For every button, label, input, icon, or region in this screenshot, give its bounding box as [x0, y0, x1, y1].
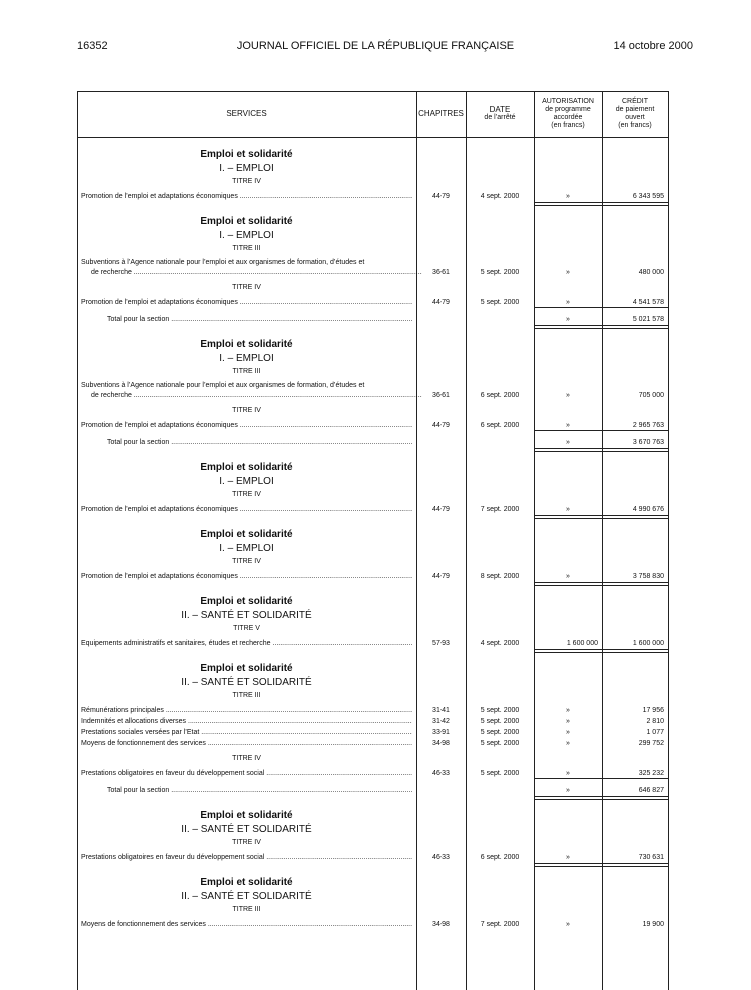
row-chapitre: 46-33: [432, 770, 450, 777]
section-department: Emploi et solidarité: [200, 462, 293, 473]
row-chapitre: 44-79: [432, 573, 450, 580]
titre-heading: TITRE III: [232, 906, 261, 913]
col-header-date-line: DATE: [489, 105, 511, 114]
row-autorisation: »: [566, 269, 570, 276]
row-chapitre: 44-79: [432, 422, 450, 429]
titre-heading: TITRE III: [232, 368, 261, 375]
row-label: Prestations obligatoires en faveur du développement social .....: [81, 768, 412, 779]
row-autorisation: »: [566, 707, 570, 714]
table-right-border: [668, 91, 669, 990]
row-label: de recherche .....: [91, 267, 422, 278]
total-row: [77, 785, 668, 796]
table-row: [77, 638, 668, 649]
section-end-rule: [534, 325, 668, 329]
row-label: Promotion de l’emploi et adaptations économiques .....: [81, 297, 412, 308]
titre-heading: TITRE III: [232, 692, 261, 699]
col-header-auth-line: AUTORISATION: [542, 98, 594, 105]
row-label: Prestations obligatoires en faveur du développement social .....: [81, 852, 412, 863]
row-autorisation: »: [566, 729, 570, 736]
col-header-autorisation: [534, 91, 602, 137]
section-division: I. – EMPLOI: [219, 353, 274, 364]
row-chapitre: 44-79: [432, 299, 450, 306]
row-autorisation: »: [566, 299, 570, 306]
section-end-rule: [534, 582, 668, 586]
subtotal-rule: [534, 430, 668, 431]
col-header-chapitres: CHAPITRES: [418, 109, 464, 118]
titre-heading: TITRE IV: [232, 491, 261, 498]
row-date: 5 sept. 2000: [480, 299, 520, 306]
titre-heading: TITRE IV: [232, 558, 261, 565]
total-label: Total pour la section .....: [107, 314, 412, 325]
row-label: Indemnités et allocations diverses .....: [81, 716, 412, 727]
row-label-line: Subventions à l’Agence nationale pour l’emploi et aux organismes de formation, d’études et: [81, 382, 365, 389]
total-label: Total pour la section .....: [107, 437, 412, 448]
row-autorisation: 1 600 000: [566, 640, 598, 647]
row-credit: 705 000: [638, 392, 664, 399]
row-date: 7 sept. 2000: [480, 921, 520, 928]
total-autorisation: »: [566, 787, 570, 794]
titre-heading: TITRE IV: [232, 178, 261, 185]
row-chapitre: 57-93: [432, 640, 450, 647]
table-row: [77, 738, 668, 749]
total-row: [77, 437, 668, 448]
section-department: Emploi et solidarité: [200, 877, 293, 888]
row-date: 5 sept. 2000: [480, 269, 520, 276]
row-label: Promotion de l’emploi et adaptations économiques .....: [81, 571, 412, 582]
total-label: Total pour la section .....: [107, 785, 412, 796]
row-label: Promotion de l’emploi et adaptations économiques .....: [81, 420, 412, 431]
row-autorisation: »: [566, 392, 570, 399]
row-label: Promotion de l’emploi et adaptations économiques .....: [81, 191, 412, 202]
row-credit: 325 232: [638, 770, 664, 777]
row-credit: 6 343 595: [632, 193, 664, 200]
section-end-rule: [534, 515, 668, 519]
col-header-date-line: de l’arrêté: [484, 114, 516, 121]
row-label-line: Subventions à l’Agence nationale pour l’emploi et aux organismes de formation, d’études et: [81, 259, 365, 266]
total-credit: 3 670 763: [632, 439, 664, 446]
row-credit: 1 600 000: [632, 640, 664, 647]
row-label: Rémunérations principales .....: [81, 705, 412, 716]
titre-heading: TITRE IV: [232, 407, 261, 414]
row-date: 4 sept. 2000: [480, 193, 520, 200]
table-row: [77, 390, 668, 401]
row-chapitre: 46-33: [432, 854, 450, 861]
row-credit: 299 752: [638, 740, 664, 747]
row-label: Promotion de l’emploi et adaptations économiques .....: [81, 504, 412, 515]
table-row: [77, 571, 668, 582]
row-label: Moyens de fonctionnement des services .....: [81, 919, 412, 930]
titre-heading: TITRE V: [233, 625, 260, 632]
row-credit: 2 965 763: [632, 422, 664, 429]
section-division: I. – EMPLOI: [219, 163, 274, 174]
row-credit: 1 077: [646, 729, 664, 736]
row-autorisation: »: [566, 422, 570, 429]
col-header-services: SERVICES: [226, 109, 267, 118]
row-date: 6 sept. 2000: [480, 854, 520, 861]
titre-heading: TITRE IV: [232, 839, 261, 846]
row-credit: 19 900: [642, 921, 664, 928]
row-credit: 480 000: [638, 269, 664, 276]
section-department: Emploi et solidarité: [200, 596, 293, 607]
section-division: II. – SANTÉ ET SOLIDARITÉ: [181, 610, 312, 621]
table-row: [77, 504, 668, 515]
row-chapitre: 34-98: [432, 740, 450, 747]
row-autorisation: »: [566, 718, 570, 725]
row-autorisation: »: [566, 573, 570, 580]
row-date: 5 sept. 2000: [480, 718, 520, 725]
page-header: [0, 40, 751, 56]
row-credit: 730 631: [638, 854, 664, 861]
row-date: 7 sept. 2000: [480, 506, 520, 513]
row-date: 5 sept. 2000: [480, 770, 520, 777]
table-row: [77, 191, 668, 202]
row-date: 5 sept. 2000: [480, 729, 520, 736]
row-date: 6 sept. 2000: [480, 392, 520, 399]
col-header-credit: [602, 91, 668, 137]
table-row: [77, 919, 668, 930]
total-row: [77, 314, 668, 325]
table-row: [77, 727, 668, 738]
section-department: Emploi et solidarité: [200, 216, 293, 227]
row-autorisation: »: [566, 193, 570, 200]
row-label: Equipements administratifs et sanitaires, études et recherche .....: [81, 638, 412, 649]
titre-heading: TITRE III: [232, 245, 261, 252]
col-header-cred-line: (en francs): [618, 122, 652, 129]
row-autorisation: »: [566, 740, 570, 747]
row-credit: 2 810: [646, 718, 664, 725]
subtotal-rule: [534, 778, 668, 779]
journal-title: JOURNAL OFFICIEL DE LA RÉPUBLIQUE FRANÇAISE: [236, 40, 515, 52]
table-row: [77, 705, 668, 716]
row-credit: 3 758 830: [632, 573, 664, 580]
row-credit: 4 990 676: [632, 506, 664, 513]
section-end-rule: [534, 796, 668, 800]
section-department: Emploi et solidarité: [200, 529, 293, 540]
row-date: 8 sept. 2000: [480, 573, 520, 580]
total-credit: 646 827: [638, 787, 664, 794]
page-number: 16352: [77, 40, 108, 52]
section-division: II. – SANTÉ ET SOLIDARITÉ: [181, 677, 312, 688]
section-end-rule: [534, 863, 668, 867]
row-chapitre: 44-79: [432, 506, 450, 513]
row-chapitre: 31-41: [432, 707, 450, 714]
row-chapitre: 34-98: [432, 921, 450, 928]
row-chapitre: 44-79: [432, 193, 450, 200]
table-row: [77, 716, 668, 727]
section-end-rule: [534, 649, 668, 653]
total-autorisation: »: [566, 439, 570, 446]
titre-heading: TITRE IV: [232, 284, 261, 291]
col-header-auth-line: de programme: [545, 106, 591, 113]
col-header-date: [466, 91, 534, 137]
section-division: II. – SANTÉ ET SOLIDARITÉ: [181, 824, 312, 835]
row-chapitre: 36-61: [432, 392, 450, 399]
titre-heading: TITRE IV: [232, 755, 261, 762]
row-chapitre: 33-91: [432, 729, 450, 736]
credits-table: [77, 91, 668, 990]
section-division: I. – EMPLOI: [219, 476, 274, 487]
table-row: [77, 267, 668, 278]
row-date: 6 sept. 2000: [480, 422, 520, 429]
subtotal-rule: [534, 307, 668, 308]
col-header-auth-line: (en francs): [551, 122, 585, 129]
row-date: 5 sept. 2000: [480, 740, 520, 747]
row-chapitre: 31-42: [432, 718, 450, 725]
section-department: Emploi et solidarité: [200, 339, 293, 350]
row-label: Moyens de fonctionnement des services .....: [81, 738, 412, 749]
table-row: [77, 852, 668, 863]
row-credit: 17 956: [642, 707, 664, 714]
section-department: Emploi et solidarité: [200, 663, 293, 674]
section-end-rule: [534, 202, 668, 206]
row-autorisation: »: [566, 921, 570, 928]
total-autorisation: »: [566, 316, 570, 323]
row-autorisation: »: [566, 506, 570, 513]
section-division: I. – EMPLOI: [219, 230, 274, 241]
section-division: I. – EMPLOI: [219, 543, 274, 554]
col-header-cred-line: CRÉDIT: [621, 98, 649, 105]
section-department: Emploi et solidarité: [200, 149, 293, 160]
section-end-rule: [534, 448, 668, 452]
row-label: Prestations sociales versées par l’Etat .....: [81, 727, 412, 738]
row-date: 4 sept. 2000: [480, 640, 520, 647]
row-label: de recherche .....: [91, 390, 422, 401]
section-department: Emploi et solidarité: [200, 810, 293, 821]
row-date: 5 sept. 2000: [480, 707, 520, 714]
col-header-auth-line: accordée: [553, 114, 583, 121]
row-credit: 4 541 578: [632, 299, 664, 306]
col-header-cred-line: de paiement: [615, 106, 655, 113]
table-header-rule: [77, 137, 668, 138]
row-chapitre: 36-61: [432, 269, 450, 276]
row-autorisation: »: [566, 770, 570, 777]
total-credit: 5 021 578: [632, 316, 664, 323]
col-header-cred-line: ouvert: [625, 114, 645, 121]
issue-date: 14 octobre 2000: [613, 40, 693, 52]
row-autorisation: »: [566, 854, 570, 861]
section-division: II. – SANTÉ ET SOLIDARITÉ: [181, 891, 312, 902]
